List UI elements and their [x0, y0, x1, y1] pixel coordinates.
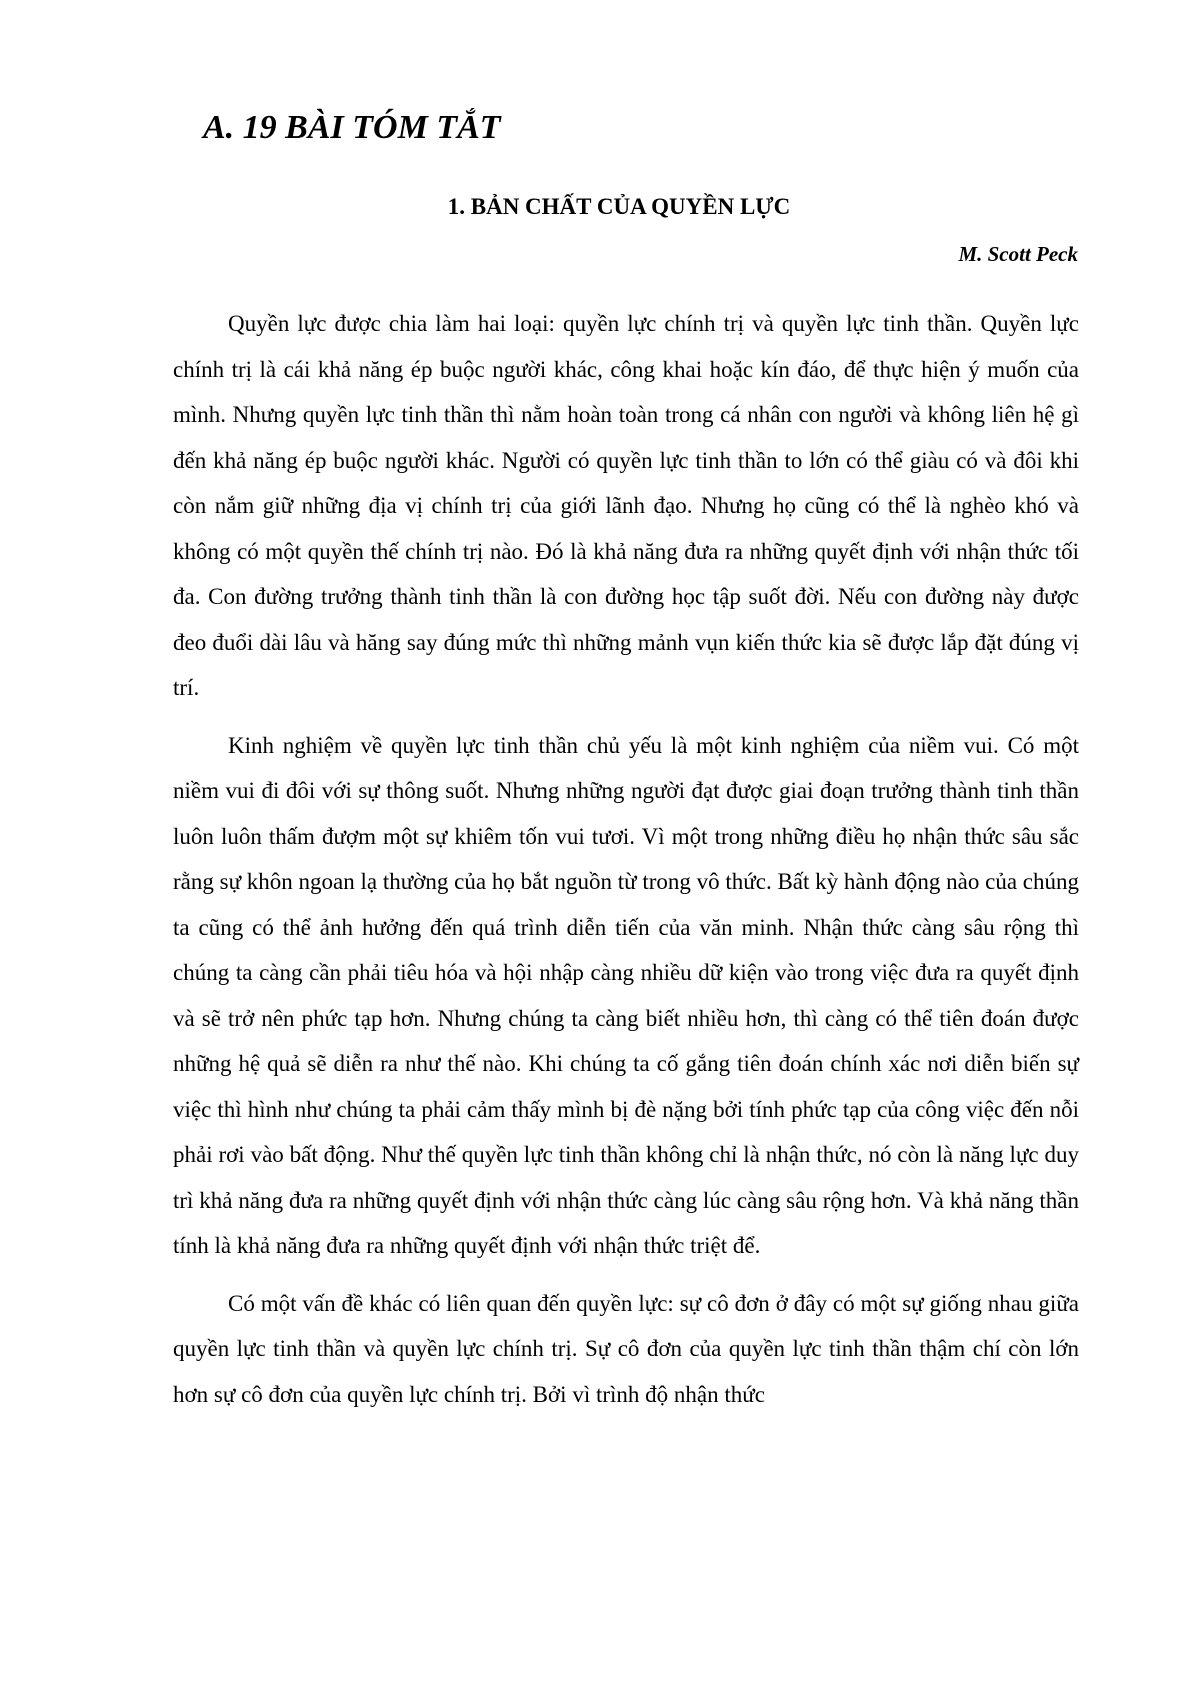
paragraph: Có một vấn đề khác có liên quan đến quyền lực: sự cô đơn ở đây có một sự giống nhau giữa quyền lực tinh thần và quyền lực chính trị. Sự cô đơn của quyền lực tinh thần thậm chí còn lớn hơn sự cô đơn của quyền lực chính trị. Bởi vì trình độ nhận thức: [173, 1290, 1079, 1407]
section-heading: A. 19 BÀI TÓM TẮT: [203, 109, 501, 146]
author-name: M. Scott Peck: [958, 242, 1078, 266]
body-text: [173, 301, 1079, 1429]
paragraph: Kinh nghiệm về quyền lực tinh thần chủ yếu là một kinh nghiệm của niềm vui. Có một niềm vui đi đôi với sự thông suốt. Nhưng những người đạt được giai đoạn trưởng thành tinh thần luôn luôn thấm đượm một sự khiêm tốn vui tươi. Vì một trong những điều họ nhận thức sâu sắc rằng sự khôn ngoan lạ thường của họ bắt nguồn từ trong vô thức. Bất kỳ hành động nào của chúng ta cũng có thể ảnh hưởng đến quá trình diễn tiến của văn minh. Nhận thức càng sâu rộng thì chúng ta càng cần phải tiêu hóa và hội nhập càng nhiều dữ kiện vào trong việc đưa ra quyết định và sẽ trở nên phức tạp hơn. Nhưng chúng ta càng biết nhiều hơn, thì càng có thể tiên đoán được những hệ quả sẽ diễn ra như thế nào. Khi chúng ta cố gắng tiên đoán chính xác nơi diễn biến sự việc thì hình như chúng ta phải cảm thấy mình bị đè nặng bởi tính phức tạp của công việc đến nỗi phải rơi vào bất động. Như thế quyền lực tinh thần không chỉ là nhận thức, nó còn là năng lực duy trì khả năng đưa ra những quyết định với nhận thức càng lúc càng sâu rộng hơn. Và khả năng thần tính là khả năng đưa ra những quyết định với nhận thức triệt để.: [173, 732, 1079, 1258]
paragraph: Quyền lực được chia làm hai loại: quyền lực chính trị và quyền lực tinh thần. Quyền lực chính trị là cái khả năng ép buộc người khác, công khai hoặc kín đáo, để thực hiện ý muốn của mình. Nhưng quyền lực tinh thần thì nằm hoàn toàn trong cá nhân con người và không liên hệ gì đến khả năng ép buộc người khác. Người có quyền lực tinh thần to lớn có thể giàu có và đôi khi còn nắm giữ những địa vị chính trị của giới lãnh đạo. Nhưng họ cũng có thể là nghèo khó và không có một quyền thế chính trị nào. Đó là khả năng đưa ra những quyết định với nhận thức tối đa. Con đường trưởng thành tinh thần là con đường học tập suốt đời. Nếu con đường này được đeo đuổi dài lâu và hăng say đúng mức thì những mảnh vụn kiến thức kia sẽ được lắp đặt đúng vị trí.: [173, 311, 1079, 700]
chapter-title: 1. BẢN CHẤT CỦA QUYỀN LỰC: [447, 194, 791, 219]
